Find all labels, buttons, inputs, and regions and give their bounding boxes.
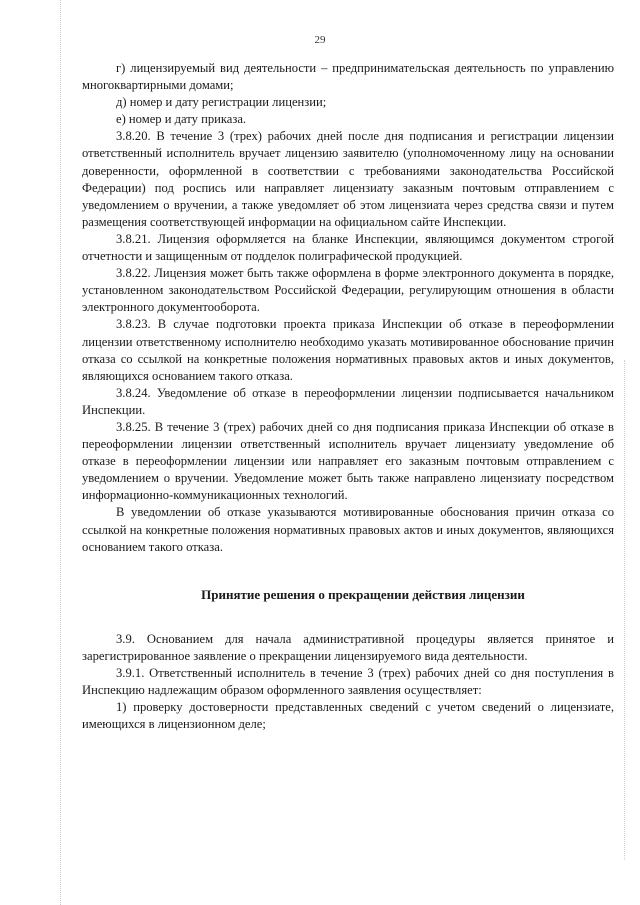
- paragraph-3-9-1: 3.9.1. Ответственный исполнитель в течение 3 (трех) рабочих дней со дня поступления в Инспекцию надлежащим образом оформленного заявления осуществляет:: [82, 666, 614, 698]
- paragraph-3-8-22: 3.8.22. Лицензия может быть также оформлена в форме электронного документа в порядке, установленном законодательством Российской Федерации, регулирующим отношения в области электронного документооборота.: [82, 266, 614, 315]
- document-body: [82, 60, 614, 733]
- paragraph-item-e: е) номер и дату приказа.: [116, 112, 247, 127]
- paragraph-3-8-25: 3.8.25. В течение 3 (трех) рабочих дней со дня подписания приказа Инспекции об отказе в переоформлении лицензии ответственный исполнитель вручает лицензиату уведомление об отказе в переоформлении лицензии или направляет его заказным почтовым отправлением с уведомлением о вручении. Уведомление может быть также направлено лицензиату посредством информационно-коммуникационных технологий.: [82, 419, 614, 503]
- paragraph-refusal-notice: В уведомлении об отказе указываются мотивированные обоснования причин отказа со ссылкой на конкретные положения нормативных правовых актов и иных документов, являющихся основанием такого отказа.: [82, 505, 614, 554]
- scan-margin-line-left: [60, 0, 61, 905]
- page-number: 29: [314, 34, 326, 46]
- scan-margin-line-right: [624, 360, 625, 860]
- paragraph-item-g: г) лицензируемый вид деятельности – предпринимательская деятельность по управлению многоквартирными домами;: [82, 61, 614, 93]
- paragraph-3-8-20: 3.8.20. В течение 3 (трех) рабочих дней после дня подписания и регистрации лицензии ответственный исполнитель вручает лицензию заявителю (уполномоченному лицу на основании доверенности, оформленной в соответствии с требованиями законодательства Российской Федерации) под роспись или направляет лицензиату заказным почтовым отправлением с уведомлением о вручении, а также уведомляет об этом лицензиата через средства связи и путем размещения соответствующей информации на официальном сайте Инспекции.: [82, 129, 614, 229]
- paragraph-3-9: 3.9. Основанием для начала административной процедуры является принятое и зарегистрированное заявление о прекращении лицензируемого вида деятельности.: [82, 631, 614, 663]
- paragraph-3-8-24: 3.8.24. Уведомление об отказе в переоформлении лицензии подписывается начальником Инспекции.: [82, 385, 614, 417]
- paragraph-item-d: д) номер и дату регистрации лицензии;: [116, 95, 327, 110]
- section-heading: Принятие решения о прекращении действия лицензии: [201, 586, 525, 602]
- paragraph-3-8-21: 3.8.21. Лицензия оформляется на бланке Инспекции, являющимся документом строгой отчетности и защищенным от подделок полиграфической продукцией.: [82, 231, 614, 264]
- paragraph-list-item-1: 1) проверку достоверности представленных сведений с учетом сведений о лицензиате, имеющихся в лицензионном деле;: [82, 700, 614, 732]
- paragraph-3-8-23: 3.8.23. В случае подготовки проекта приказа Инспекции об отказе в переоформлении лицензии ответственному исполнителю необходимо указать мотивированное обоснование причин отказа со ссылкой на конкретные положения нормативных правовых актов и иных документов, являющихся основанием такого отказа.: [82, 317, 614, 383]
